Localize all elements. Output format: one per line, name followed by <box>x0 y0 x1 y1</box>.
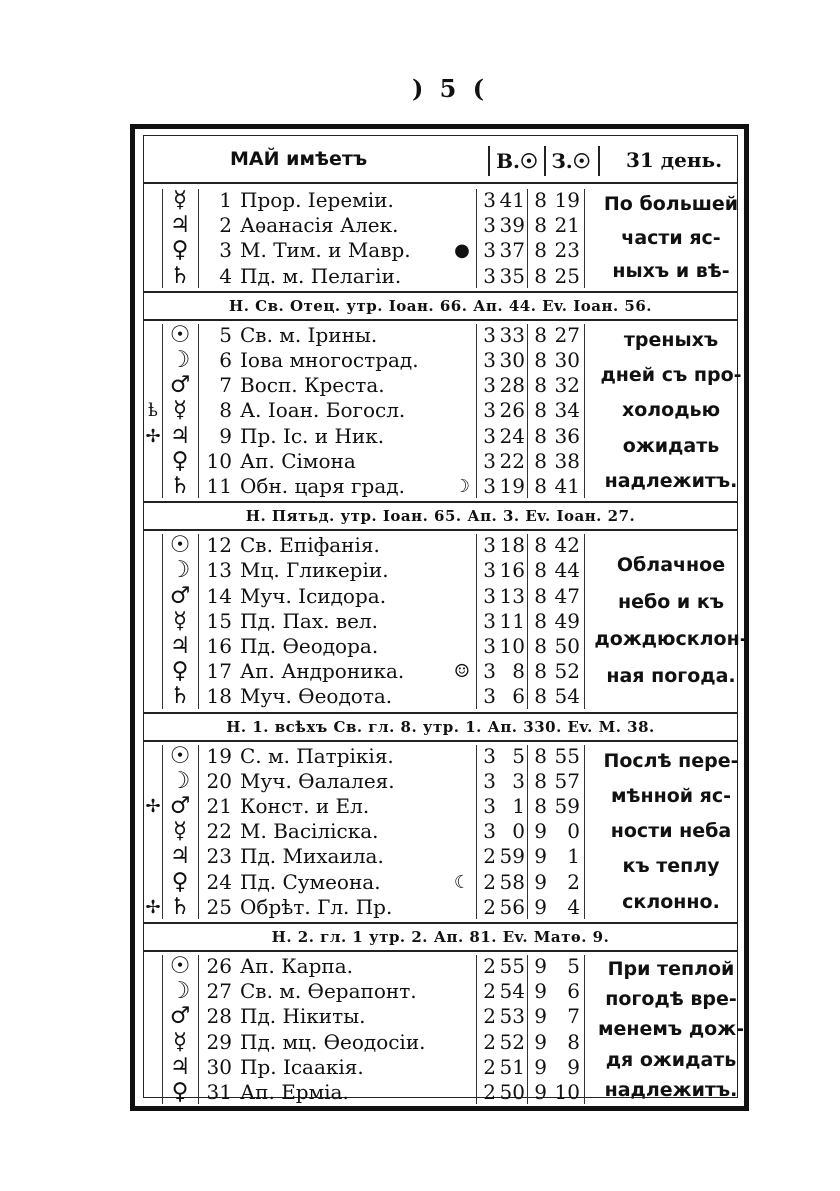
planet-icon: ♀ <box>171 237 189 264</box>
sunrise-hour: 3 <box>483 373 496 398</box>
day-column-line <box>198 955 199 1104</box>
sunset-column-line <box>527 534 528 708</box>
day-number: 18 <box>206 684 232 709</box>
planet-icon: ♃ <box>169 843 191 870</box>
sunset-hour: 8 <box>534 768 547 793</box>
saint-name: Обн. царя град. <box>240 473 405 498</box>
sunset-minute: 50 <box>554 633 580 658</box>
planet-column-line <box>162 955 163 1104</box>
day-number: 30 <box>206 1054 232 1079</box>
saint-name: Пд. Пах. вел. <box>240 608 378 633</box>
sunrise-hour: 2 <box>483 1080 496 1104</box>
saint-name: Пд. мц. Ѳеодосіи. <box>240 1029 426 1054</box>
saint-name: Ап. Сімона <box>240 448 356 473</box>
sunset-minute: 59 <box>554 793 580 818</box>
sunrise-hour: 2 <box>483 1054 496 1079</box>
weather-line: склонно. <box>622 890 720 913</box>
weekly-reading: Н. Пятьд. утр. Іоан. 65. Ап. 3. Ev. Іоан. 27. <box>144 501 737 531</box>
sunrise-minute: 56 <box>499 894 525 919</box>
day-number: 24 <box>206 869 232 894</box>
weekly-reading: Н. 2. гл. 1 утр. 2. Ап. 81. Ev. Матѳ. 9. <box>144 922 737 952</box>
saint-name: М. Тим. и Мавр. <box>240 238 411 263</box>
week-block <box>144 952 745 1107</box>
planet-icon: ☽ <box>169 557 191 584</box>
saint-name: Восп. Креста. <box>240 373 385 398</box>
day-number: 6 <box>219 347 232 372</box>
planet-column-line <box>162 534 163 708</box>
weekly-reading: Н. 1. всѣхъ Св. гл. 8. утр. 1. Ап. 330. Ev. М. 38. <box>144 712 737 742</box>
sunrise-hour: 2 <box>483 1029 496 1054</box>
sunset-hour: 8 <box>534 373 547 398</box>
weather-line: При теплой <box>607 958 735 980</box>
sunset-hour: 8 <box>534 263 547 288</box>
calendar-frame <box>130 124 749 1111</box>
weather-note <box>592 323 750 499</box>
planet-icon: ☽ <box>169 978 191 1005</box>
day-number: 20 <box>206 768 232 793</box>
planet-icon: ☿ <box>172 187 188 213</box>
sunset-minute: 47 <box>554 583 580 608</box>
sunset-column-line <box>527 745 528 919</box>
sunset-hour: 9 <box>534 1080 547 1104</box>
sunrise-minute: 3 <box>512 768 525 793</box>
weather-line: дней съ про- <box>600 364 742 387</box>
sunrise-minute: 35 <box>499 263 525 288</box>
planet-icon: ☽ <box>169 346 191 373</box>
sunset-minute: 57 <box>554 768 580 793</box>
sunset-minute: 19 <box>554 188 580 212</box>
sunset-minute: 2 <box>567 869 580 894</box>
sunset-minute: 38 <box>554 448 580 473</box>
sunrise-minute: 41 <box>499 188 525 212</box>
planet-icon: ♄ <box>169 472 191 499</box>
sunrise-minute: 24 <box>499 423 525 448</box>
sunrise-heading: В.☉ <box>488 146 546 176</box>
sunrise-minute: 22 <box>499 448 525 473</box>
planet-icon: ☉ <box>169 532 191 559</box>
day-column-line <box>198 745 199 919</box>
day-number: 4 <box>219 263 232 288</box>
sunset-hour: 9 <box>534 819 547 844</box>
day-number: 26 <box>206 954 232 978</box>
day-number: 10 <box>206 448 232 473</box>
sunset-hour: 9 <box>534 894 547 919</box>
sunrise-minute: 58 <box>499 869 525 894</box>
week-block <box>144 321 742 501</box>
sunset-minute: 21 <box>554 213 580 238</box>
saint-name: Пр. Іс. и Ник. <box>240 423 385 448</box>
sunrise-minute: 16 <box>499 558 525 583</box>
planet-icon: ☉ <box>169 321 191 348</box>
page-number: ) 5 ( <box>411 74 489 103</box>
day-column-line <box>198 324 199 498</box>
sunrise-column-line <box>476 324 477 498</box>
planet-icon: ♃ <box>169 632 191 659</box>
sunrise-minute: 1 <box>512 793 525 818</box>
planet-icon: ♄ <box>169 683 191 710</box>
sunrise-hour: 3 <box>483 398 496 423</box>
saint-name: М. Васіліска. <box>240 819 379 844</box>
weather-line: ныхъ и вѣ- <box>612 260 730 283</box>
sunrise-minute: 5 <box>512 743 525 768</box>
week-block <box>144 531 748 711</box>
sunrise-minute: 53 <box>499 1004 525 1029</box>
planet-icon: ♂ <box>169 582 191 609</box>
day-number: 17 <box>206 659 232 684</box>
saint-name: Обрѣт. Гл. Пр. <box>240 894 393 919</box>
sunset-hour: 9 <box>534 869 547 894</box>
weather-line: треныхъ <box>623 328 719 351</box>
sunrise-hour: 2 <box>483 1004 496 1029</box>
weather-note <box>592 954 750 1105</box>
sunrise-hour: 3 <box>483 684 496 709</box>
day-column-line <box>198 534 199 708</box>
day-number: 22 <box>206 819 232 844</box>
sunset-hour: 8 <box>534 423 547 448</box>
sunset-minute: 34 <box>554 398 580 423</box>
sunrise-hour: 3 <box>483 743 496 768</box>
planet-icon: ♄ <box>169 262 191 289</box>
sunrise-minute: 6 <box>512 684 525 709</box>
sunrise-hour: 3 <box>483 448 496 473</box>
planet-icon: ♂ <box>169 792 191 819</box>
sunrise-hour: 3 <box>483 819 496 844</box>
moon-phase-icon: ☾ <box>453 871 471 893</box>
sunset-hour: 8 <box>534 213 547 238</box>
sunset-minute: 52 <box>554 659 580 684</box>
sunset-hour: 8 <box>534 793 547 818</box>
weather-line: Послѣ пере- <box>603 749 739 772</box>
sunset-minute: 27 <box>554 322 580 347</box>
weather-line: надлежитъ. <box>604 1078 738 1101</box>
day-number: 31 <box>206 1080 232 1104</box>
day-number: 7 <box>219 373 232 398</box>
weather-line: ная погода. <box>606 665 736 688</box>
day-number: 25 <box>206 894 232 919</box>
saint-name: Пд. Ѳеодора. <box>240 633 379 658</box>
sunset-column-line <box>527 324 528 498</box>
sunset-minute: 36 <box>554 423 580 448</box>
saint-name: Прор. Іереміи. <box>240 188 394 212</box>
sunset-hour: 8 <box>534 558 547 583</box>
weather-line: къ теплу <box>622 855 720 878</box>
sunset-minute: 6 <box>567 979 580 1004</box>
day-number: 23 <box>206 844 232 869</box>
sunset-hour: 8 <box>534 188 547 212</box>
sunrise-minute: 51 <box>499 1054 525 1079</box>
sunrise-hour: 3 <box>483 608 496 633</box>
sunrise-column-line <box>476 745 477 919</box>
sunrise-minute: 26 <box>499 398 525 423</box>
weather-line: надлежитъ. <box>604 469 738 492</box>
sunrise-minute: 19 <box>499 473 525 498</box>
weather-line: ожидать <box>622 434 720 457</box>
sunrise-hour: 3 <box>483 583 496 608</box>
day-number: 28 <box>206 1004 232 1029</box>
sunrise-hour: 3 <box>483 188 496 212</box>
planet-icon: ☿ <box>172 1028 188 1055</box>
sunrise-minute: 0 <box>512 819 525 844</box>
saint-name: Св. м. Ѳерапонт. <box>240 979 417 1004</box>
saint-name: Мц. Гликеріи. <box>240 558 389 583</box>
day-number: 2 <box>219 213 232 238</box>
sunset-hour: 8 <box>534 398 547 423</box>
sunset-minute: 4 <box>567 894 580 919</box>
moon-phase-icon: ☺ <box>453 661 471 683</box>
day-number: 9 <box>219 423 232 448</box>
planet-column-line <box>162 324 163 498</box>
sunrise-hour: 3 <box>483 322 496 347</box>
sunrise-hour: 3 <box>483 533 496 558</box>
sunset-minute: 41 <box>554 473 580 498</box>
planet-icon: ☽ <box>169 767 191 794</box>
day-number: 1 <box>219 188 232 212</box>
sunset-minute: 8 <box>567 1029 580 1054</box>
sunrise-minute: 59 <box>499 844 525 869</box>
month-title: МАЙ имѣетъ <box>230 148 368 170</box>
sunrise-hour: 3 <box>483 347 496 372</box>
sunrise-hour: 2 <box>483 844 496 869</box>
sunset-heading: З.☉ <box>544 146 600 176</box>
planet-icon: ☿ <box>172 397 188 424</box>
sunrise-column-line <box>476 534 477 708</box>
sunset-hour: 8 <box>534 347 547 372</box>
holiday-mark: ✢ <box>145 896 161 918</box>
sunset-hour: 8 <box>534 473 547 498</box>
day-number: 13 <box>206 558 232 583</box>
planet-icon: ♂ <box>169 372 191 399</box>
sunrise-hour: 3 <box>483 263 496 288</box>
sunrise-hour: 3 <box>483 633 496 658</box>
saint-name: Конст. и Ел. <box>240 793 370 818</box>
sunset-hour: 8 <box>534 533 547 558</box>
holiday-mark: ✢ <box>145 425 161 447</box>
moon-phase-icon: ☽ <box>453 475 471 497</box>
weather-column-line <box>584 955 585 1104</box>
saint-name: С. м. Патрікія. <box>240 743 394 768</box>
sunset-minute: 1 <box>567 844 580 869</box>
sunrise-minute: 18 <box>499 533 525 558</box>
sunrise-hour: 3 <box>483 213 496 238</box>
sunrise-minute: 55 <box>499 954 525 978</box>
weather-note <box>592 547 750 695</box>
planet-icon: ♂ <box>169 1003 191 1030</box>
sunrise-hour: 3 <box>483 473 496 498</box>
saint-name: Пр. Ісаакія. <box>240 1054 364 1079</box>
sunset-hour: 9 <box>534 1054 547 1079</box>
moon-phase-icon: ● <box>454 240 470 262</box>
saint-name: Пд. Сумеона. <box>240 869 381 894</box>
week-block <box>144 186 737 291</box>
day-number: 19 <box>206 743 232 768</box>
sunrise-minute: 10 <box>499 633 525 658</box>
weather-line: По большей <box>603 192 739 215</box>
sunset-hour: 9 <box>534 979 547 1004</box>
sunrise-minute: 11 <box>499 608 525 633</box>
saint-name: Муч. Ѳеодота. <box>240 684 393 709</box>
sunset-hour: 9 <box>534 1004 547 1029</box>
weather-line: Облачное <box>616 554 726 577</box>
day-number: 12 <box>206 533 232 558</box>
sunrise-hour: 2 <box>483 894 496 919</box>
sunrise-column-line <box>476 189 477 288</box>
day-number: 8 <box>219 398 232 423</box>
weather-line: части яс- <box>621 226 721 249</box>
saint-name: Пд. Нікиты. <box>240 1004 366 1029</box>
weather-column-line <box>584 745 585 919</box>
sunrise-minute: 39 <box>499 213 525 238</box>
sunset-minute: 55 <box>554 743 580 768</box>
sunset-hour: 8 <box>534 238 547 263</box>
planet-icon: ♀ <box>171 1079 189 1105</box>
sunset-minute: 9 <box>567 1054 580 1079</box>
sunset-minute: 5 <box>567 954 580 978</box>
sunset-hour: 8 <box>534 659 547 684</box>
day-number: 27 <box>206 979 232 1004</box>
sunrise-minute: 33 <box>499 322 525 347</box>
sunset-hour: 8 <box>534 633 547 658</box>
sunset-hour: 8 <box>534 608 547 633</box>
day-number: 15 <box>206 608 232 633</box>
sunrise-minute: 13 <box>499 583 525 608</box>
saint-name: Ап. Ерміа. <box>240 1080 349 1104</box>
sunset-hour: 9 <box>534 844 547 869</box>
calendar-header <box>144 136 737 184</box>
weather-line: дождюсклон- <box>594 628 748 651</box>
planet-icon: ☉ <box>169 953 191 979</box>
sunset-minute: 23 <box>554 238 580 263</box>
saint-name: Пд. Михаила. <box>240 844 384 869</box>
saint-name: Муч. Ісидора. <box>240 583 387 608</box>
planet-icon: ♄ <box>169 893 191 920</box>
sunset-hour: 9 <box>534 1029 547 1054</box>
day-number: 3 <box>219 238 232 263</box>
sunset-minute: 7 <box>567 1004 580 1029</box>
planet-icon: ♀ <box>171 868 189 895</box>
sunrise-hour: 3 <box>483 238 496 263</box>
sunset-hour: 9 <box>534 954 547 978</box>
sunset-minute: 42 <box>554 533 580 558</box>
saint-name: Іова многострад. <box>240 347 419 372</box>
weather-line: погодѣ вре- <box>605 988 737 1011</box>
weather-line: менемъ дож- <box>597 1018 745 1041</box>
sunset-minute: 25 <box>554 263 580 288</box>
sunrise-hour: 3 <box>483 793 496 818</box>
day-number: 5 <box>219 322 232 347</box>
saint-name: Св. Епіфанія. <box>240 533 380 558</box>
sunrise-hour: 3 <box>483 659 496 684</box>
day-column-line <box>198 189 199 288</box>
sunrise-hour: 3 <box>483 423 496 448</box>
weather-line: небо и къ <box>617 591 725 614</box>
weather-line: холодью <box>621 399 721 422</box>
sunrise-column-line <box>476 955 477 1104</box>
planet-icon: ♃ <box>169 1053 191 1080</box>
sunrise-minute: 52 <box>499 1029 525 1054</box>
weather-line: дя ожидать <box>605 1048 737 1071</box>
planet-column-line <box>162 189 163 288</box>
day-number: 11 <box>206 473 232 498</box>
day-number: 29 <box>206 1029 232 1054</box>
sunrise-minute: 8 <box>512 659 525 684</box>
day-number: 16 <box>206 633 232 658</box>
planet-icon: ♀ <box>171 447 189 474</box>
holiday-mark: ✢ <box>145 795 161 817</box>
weekly-reading: Н. Св. Отец. утр. Іоан. 66. Ап. 44. Ev. Іоан. 56. <box>144 291 737 321</box>
sunrise-minute: 28 <box>499 373 525 398</box>
planet-icon: ♃ <box>169 212 191 239</box>
sunset-minute: 32 <box>554 373 580 398</box>
sunset-column-line <box>527 955 528 1104</box>
sunrise-hour: 2 <box>483 954 496 978</box>
saint-name: Ап. Андроника. <box>240 659 405 684</box>
sunset-hour: 8 <box>534 743 547 768</box>
sunset-minute: 54 <box>554 684 580 709</box>
sunrise-minute: 50 <box>499 1080 525 1104</box>
saint-name: Ап. Карпа. <box>240 954 354 978</box>
planet-icon: ♃ <box>169 422 191 449</box>
planet-icon: ♀ <box>171 658 189 685</box>
planet-icon: ☿ <box>172 607 188 634</box>
sunset-hour: 8 <box>534 583 547 608</box>
sunset-minute: 0 <box>567 819 580 844</box>
holiday-mark: ҍ <box>148 400 158 422</box>
weather-column-line <box>584 534 585 708</box>
sunset-minute: 49 <box>554 608 580 633</box>
sunrise-minute: 30 <box>499 347 525 372</box>
sunrise-hour: 2 <box>483 869 496 894</box>
saint-name: Пд. м. Пелагіи. <box>240 263 402 288</box>
week-block <box>144 742 737 922</box>
sunrise-hour: 3 <box>483 768 496 793</box>
sunset-column-line <box>527 189 528 288</box>
day-number: 21 <box>206 793 232 818</box>
calendar-table <box>143 135 748 1105</box>
sunrise-minute: 54 <box>499 979 525 1004</box>
weather-note <box>592 188 750 289</box>
saint-name: Св. м. Ірины. <box>240 322 378 347</box>
sunset-minute: 44 <box>554 558 580 583</box>
weather-line: ности неба <box>610 820 732 843</box>
saint-name: Аѳанасія Алек. <box>240 213 399 238</box>
saint-name: А. Іоан. Богосл. <box>240 398 406 423</box>
sunrise-minute: 37 <box>499 238 525 263</box>
planet-icon: ☉ <box>169 742 191 769</box>
sunset-minute: 10 <box>554 1080 580 1104</box>
sunset-minute: 30 <box>554 347 580 372</box>
weather-line: мѣнной яс- <box>610 784 732 807</box>
sunrise-hour: 3 <box>483 558 496 583</box>
saint-name: Муч. Ѳалалея. <box>240 768 395 793</box>
sunset-hour: 8 <box>534 684 547 709</box>
sunset-hour: 8 <box>534 448 547 473</box>
day-number: 14 <box>206 583 232 608</box>
sunset-hour: 8 <box>534 322 547 347</box>
days-count: 31 день. <box>626 148 723 172</box>
planet-icon: ☿ <box>172 818 188 845</box>
weather-column-line <box>584 324 585 498</box>
sunrise-hour: 2 <box>483 979 496 1004</box>
planet-column-line <box>162 745 163 919</box>
weather-column-line <box>584 189 585 288</box>
weather-note <box>592 744 750 920</box>
